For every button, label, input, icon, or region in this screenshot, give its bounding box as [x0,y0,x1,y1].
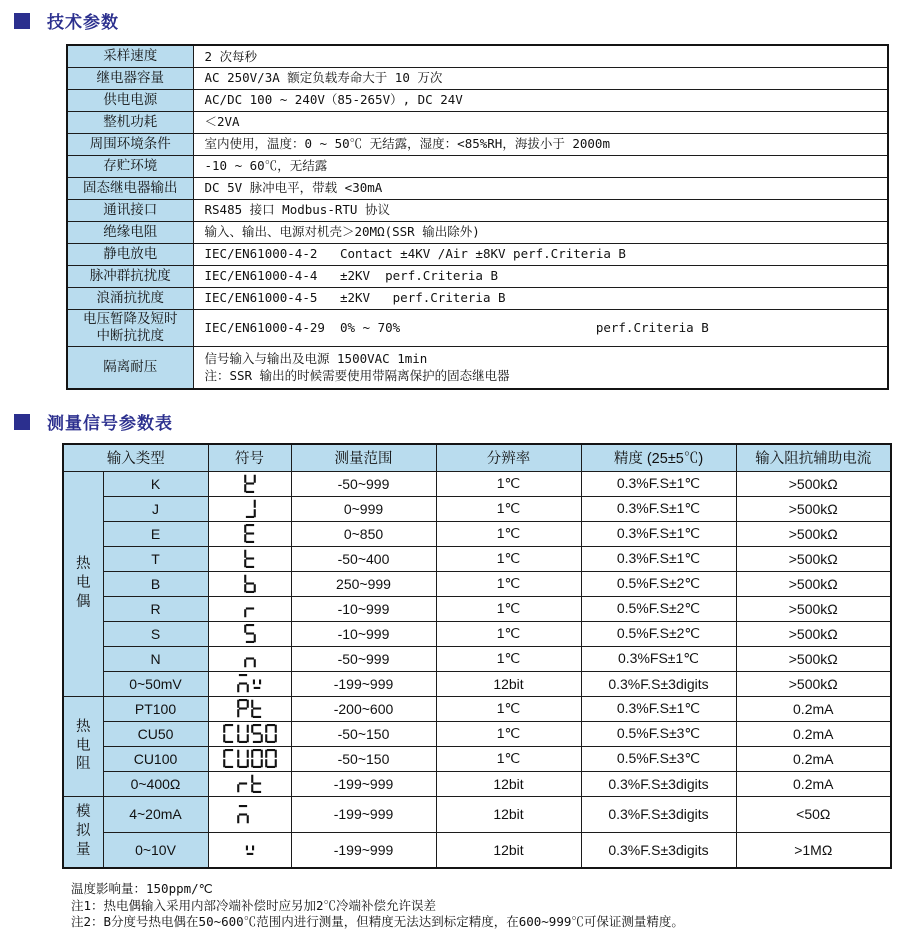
accuracy: 0.3%F.S±1℃ [581,496,736,521]
tech-param-label: 继电器容量 [67,67,193,89]
seven-segment-symbol-icon [244,624,256,643]
signal-row [63,596,891,621]
footnote-line: 温度影响量：150ppm/℃ [71,881,213,896]
accuracy: 0.5%F.S±2℃ [581,596,736,621]
accuracy: 0.3%F.S±3digits [581,832,736,868]
measure-range: 0~850 [291,521,436,546]
input-type: CU50 [103,721,208,746]
impedance-aux-current: <50Ω [736,796,891,832]
tech-param-value: IEC/EN61000-4-29 0% ~ 70% perf.Criteria B [193,309,888,346]
tech-param-value: IEC/EN61000-4-4 ±2KV perf.Criteria B [193,265,888,287]
accuracy: 0.3%F.S±1℃ [581,546,736,571]
signal-row [63,832,891,868]
tech-param-label: 静电放电 [67,243,193,265]
resolution: 12bit [436,832,581,868]
seven-segment-symbol-icon [244,574,256,593]
measure-range: -199~999 [291,832,436,868]
input-type: 0~400Ω [103,771,208,796]
symbol-cell [208,721,291,746]
seven-segment-symbol-icon [244,549,256,568]
input-type: B [103,571,208,596]
tech-param-value: AC/DC 100 ~ 240V（85-265V）, DC 24V [193,89,888,111]
impedance-aux-current: 0.2mA [736,771,891,796]
signal-row [63,796,891,832]
signal-col-header: 输入类型 [63,444,208,471]
signal-row [63,646,891,671]
accuracy: 0.3%FS±1℃ [581,646,736,671]
seven-segment-symbol-icon [237,774,263,793]
signal-col-header: 符号 [208,444,291,471]
seven-segment-symbol-icon [237,674,263,693]
measure-range: -50~999 [291,646,436,671]
signal-col-header: 分辨率 [436,444,581,471]
resolution: 1℃ [436,596,581,621]
accuracy: 0.3%F.S±1℃ [581,471,736,496]
input-type: PT100 [103,696,208,721]
section-title-tech-params [14,8,119,33]
tech-row [67,346,888,389]
resolution: 1℃ [436,471,581,496]
tech-row [67,221,888,243]
impedance-aux-current: >500kΩ [736,471,891,496]
impedance-aux-current: >500kΩ [736,621,891,646]
tech-param-label: 绝缘电阻 [67,221,193,243]
symbol-cell [208,771,291,796]
seven-segment-symbol-icon [237,699,263,718]
resolution: 12bit [436,771,581,796]
symbol-cell [208,596,291,621]
signal-col-header: 精度 (25±5℃) [581,444,736,471]
signal-row [63,721,891,746]
resolution: 12bit [436,671,581,696]
signal-row [63,546,891,571]
measure-range: -199~999 [291,771,436,796]
impedance-aux-current: 0.2mA [736,721,891,746]
section-title-signal-params [14,409,173,434]
impedance-aux-current: >500kΩ [736,646,891,671]
signal-row [63,571,891,596]
input-type: CU100 [103,746,208,771]
input-type: E [103,521,208,546]
tech-row [67,265,888,287]
accuracy: 0.5%F.S±3℃ [581,721,736,746]
measure-range: -50~150 [291,746,436,771]
tech-row [67,177,888,199]
impedance-aux-current: >500kΩ [736,671,891,696]
section-title-text: 技术参数 [47,13,119,32]
input-type: 4~20mA [103,796,208,832]
measure-range: -199~999 [291,796,436,832]
tech-param-value: RS485 接口 Modbus-RTU 协议 [193,199,888,221]
measure-range: -199~999 [291,671,436,696]
seven-segment-symbol-icon [244,524,256,543]
section-marker-icon [14,414,30,430]
seven-segment-symbol-icon [244,499,256,518]
resolution: 1℃ [436,696,581,721]
tech-param-value: 信号输入与输出及电源 1500VAC 1min 注：SSR 输出的时候需要使用带隔离保护的固态继电器 [193,346,888,389]
measure-range: 0~999 [291,496,436,521]
symbol-cell [208,546,291,571]
tech-param-value: AC 250V/3A 额定负载寿命大于 10 万次 [193,67,888,89]
resolution: 12bit [436,796,581,832]
impedance-aux-current: >500kΩ [736,596,891,621]
impedance-aux-current: >1MΩ [736,832,891,868]
tech-row [67,89,888,111]
input-group-label: 模拟量 [63,796,103,868]
signal-col-header: 测量范围 [291,444,436,471]
input-type: J [103,496,208,521]
signal-row [63,771,891,796]
accuracy: 0.3%F.S±3digits [581,796,736,832]
tech-param-label: 供电电源 [67,89,193,111]
tech-row [67,199,888,221]
tech-row [67,45,888,67]
impedance-aux-current: 0.2mA [736,746,891,771]
symbol-cell [208,471,291,496]
seven-segment-symbol-icon [244,599,256,618]
tech-row [67,111,888,133]
symbol-cell [208,796,291,832]
tech-param-value: IEC/EN61000-4-2 Contact ±4KV /Air ±8KV perf.Criteria B [193,243,888,265]
input-type: 0~50mV [103,671,208,696]
signal-row [63,746,891,771]
resolution: 1℃ [436,521,581,546]
measure-range: -50~999 [291,471,436,496]
signal-col-header: 输入阻抗辅助电流 [736,444,891,471]
measure-range: -50~400 [291,546,436,571]
tech-param-value: ＜2VA [193,111,888,133]
accuracy: 0.3%F.S±1℃ [581,521,736,546]
tech-param-label: 存贮环境 [67,155,193,177]
signal-row [63,471,891,496]
accuracy: 0.3%F.S±3digits [581,671,736,696]
resolution: 1℃ [436,646,581,671]
signal-row [63,621,891,646]
resolution: 1℃ [436,621,581,646]
section-title-text: 测量信号参数表 [47,414,173,433]
signal-row [63,671,891,696]
tech-param-value: 2 次每秒 [193,45,888,67]
tech-param-value: IEC/EN61000-4-5 ±2KV perf.Criteria B [193,287,888,309]
measure-range: 250~999 [291,571,436,596]
resolution: 1℃ [436,746,581,771]
tech-param-label: 电压暂降及短时 中断抗扰度 [67,309,193,346]
symbol-cell [208,521,291,546]
accuracy: 0.3%F.S±3digits [581,771,736,796]
signal-row [63,696,891,721]
symbol-cell [208,646,291,671]
impedance-aux-current: 0.2mA [736,696,891,721]
impedance-aux-current: >500kΩ [736,546,891,571]
signal-row [63,496,891,521]
tech-params-table [66,44,889,390]
measure-range: -200~600 [291,696,436,721]
tech-param-label: 固态继电器输出 [67,177,193,199]
footnote-line: 注1：热电偶输入采用内部冷端补偿时应另加2℃冷端补偿允许误差 [71,897,437,913]
measure-range: -10~999 [291,596,436,621]
input-type: K [103,471,208,496]
footnote-line: 注2：B分度号热电偶在50~600℃范围内进行测量，但精度无法达到标定精度，在600~999℃可保证测量精度。 [71,914,684,929]
tech-row [67,309,888,346]
tech-row [67,133,888,155]
signal-row [63,521,891,546]
resolution: 1℃ [436,571,581,596]
tech-param-label: 通讯接口 [67,199,193,221]
impedance-aux-current: >500kΩ [736,521,891,546]
symbol-cell [208,832,291,868]
tech-param-value: 室内使用，温度：0 ~ 50℃ 无结露，湿度：<85%RH，海拔小于 2000m [193,133,888,155]
input-type: T [103,546,208,571]
tech-param-label: 脉冲群抗扰度 [67,265,193,287]
signal-header-row [63,444,891,471]
input-type: 0~10V [103,832,208,868]
signal-params-table [62,443,892,869]
input-type: R [103,596,208,621]
seven-segment-symbol-icon [237,805,263,824]
symbol-cell [208,621,291,646]
accuracy: 0.5%F.S±2℃ [581,571,736,596]
tech-param-value: DC 5V 脉冲电平，带载 <30mA [193,177,888,199]
accuracy: 0.5%F.S±3℃ [581,746,736,771]
measure-range: -50~150 [291,721,436,746]
symbol-cell [208,671,291,696]
symbol-cell [208,496,291,521]
resolution: 1℃ [436,546,581,571]
section-marker-icon [14,13,30,29]
impedance-aux-current: >500kΩ [736,496,891,521]
tech-row [67,155,888,177]
input-type: N [103,646,208,671]
seven-segment-symbol-icon [223,724,277,743]
tech-param-label: 周围环境条件 [67,133,193,155]
tech-param-value: 输入、输出、电源对机壳＞20MΩ(SSR 输出除外) [193,221,888,243]
tech-row [67,243,888,265]
tech-param-value: -10 ~ 60℃，无结露 [193,155,888,177]
symbol-cell [208,696,291,721]
accuracy: 0.5%F.S±2℃ [581,621,736,646]
tech-row [67,67,888,89]
symbol-cell [208,571,291,596]
symbol-cell [208,746,291,771]
input-group-label: 热电阻 [63,696,103,796]
tech-param-label: 隔离耐压 [67,346,193,389]
tech-param-label: 浪涌抗扰度 [67,287,193,309]
seven-segment-symbol-icon [223,749,277,768]
footnotes [71,881,684,931]
tech-param-label: 整机功耗 [67,111,193,133]
resolution: 1℃ [436,721,581,746]
resolution: 1℃ [436,496,581,521]
accuracy: 0.3%F.S±1℃ [581,696,736,721]
impedance-aux-current: >500kΩ [736,571,891,596]
seven-segment-symbol-icon [244,649,256,668]
seven-segment-symbol-icon [244,474,256,493]
tech-param-label: 采样速度 [67,45,193,67]
input-type: S [103,621,208,646]
tech-row [67,287,888,309]
input-group-label: 热电偶 [63,471,103,696]
measure-range: -10~999 [291,621,436,646]
seven-segment-symbol-icon [244,840,256,859]
